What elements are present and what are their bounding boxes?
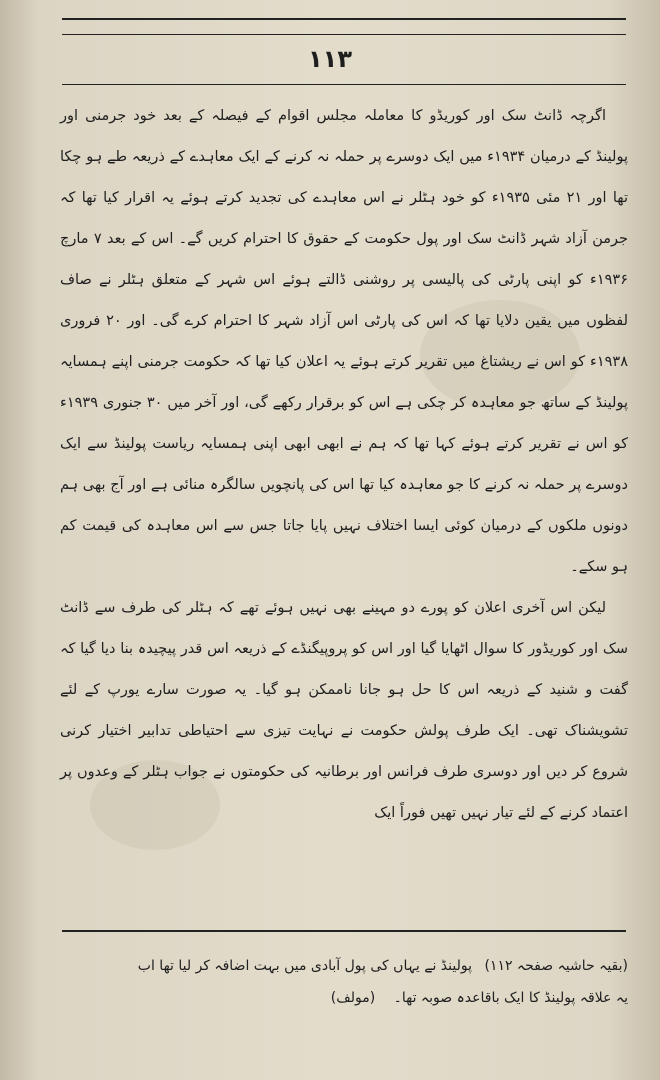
- page-number: ۱۱۳: [308, 45, 352, 73]
- footnote-separator: [62, 930, 626, 932]
- paragraph: اگرچہ ڈانٹ سک اور کوریڈو کا معاملہ مجلس اقوام کے فیصلہ کے بعد خود جرمنی اور پولینڈ کے درمیان ۱۹۳۴ء میں ایک دوسرے پر حملہ نہ کرنے کے ایک معاہدے کے ذریعہ طے ہو چکا تھا اور ۲۱ مئی ۱۹۳۵ء کو خود ہٹلر نے اس معاہدے کی تجدید کرتے ہوئے یہ اقرار کیا تھا کہ جرمن آزاد شہر ڈانٹ سک اور پول حکومت کے حقوق کا احترام کریں گے۔ اس کے بعد ۷ مارچ ۱۹۳۶ء کو اپنی پارٹی کی پالیسی پر روشنی ڈالتے ہوئے اس شہر کے متعلق ہٹلر نے صاف لفظوں میں یقین دلایا تھا کہ اس کی پارٹی اس آزاد شہر کا احترام کرے گی۔ اور ۲۰ فروری ۱۹۳۸ء کو اس نے ریشتاغ میں تقریر کرتے ہوئے یہ اعلان کیا تھا کہ حکومت جرمنی اپنے ہمسایہ پولینڈ کے ساتھ جو معاہدہ کر چکی ہے اس کو برقرار رکھے گی، اور آخر میں ۳۰ جنوری ۱۹۳۹ء کو اس نے تقریر کرتے ہوئے کہا تھا کہ ہم نے ابھی ابھی اپنی ہمسایہ ریاست پولینڈ سے ایک دوسرے پر حملہ نہ کرنے کا جو معاہدہ کیا تھا اس کی پانچویں سالگرہ منائی ہے اور آج بھی ہم دونوں ملکوں کے درمیان کوئی ایسا اختلاف نہیں پایا جاتا جس سے اس معاہدہ کی قیمت کم ہو سکے۔: [60, 108, 629, 575]
- footnote-reference: (بقیہ حاشیہ صفحہ ۱۱۲): [484, 958, 628, 974]
- main-text: [60, 96, 628, 916]
- footnote-line: [60, 982, 628, 1014]
- footnote-text: پولینڈ نے یہاں کی پول آبادی میں بہت اضافہ کر لیا تھا اب: [137, 958, 472, 974]
- footnote: [60, 950, 628, 1014]
- paragraph: لیکن اس آخری اعلان کو پورے دو مہینے بھی نہیں ہوئے تھے کہ ہٹلر کی طرف سے ڈانٹ سک اور کوریڈور کا سوال اٹھایا گیا اور اس کو پروپیگنڈے کے ذریعہ اس قدر پیچیدہ بنا دیا گیا کہ گفت و شنید کے ذریعہ اس کا حل ہو جانا ناممکن ہو گیا۔ یہ صورت سارے یورپ کے لئے تشویشناک تھی۔ ایک طرف پولش حکومت نے نہایت تیزی سے احتیاطی تدابیر اختیار کرنی شروع کر دیں اور دوسری طرف فرانس اور برطانیہ کی حکومتوں نے جواب ہٹلر کے وعدوں پر اعتماد کرنے کے لئے تیار نہیں تھیں فوراً ایک: [60, 600, 628, 821]
- header-rule-top: [62, 18, 626, 20]
- footnote-author: (مولف): [330, 990, 376, 1006]
- footnote-line: [60, 950, 628, 982]
- footnote-text: یہ علاقہ پولینڈ کا ایک باقاعدہ صوبہ تھا۔: [393, 990, 628, 1006]
- header-rule-thin: [62, 34, 626, 35]
- header-rule-bottom: [62, 84, 626, 85]
